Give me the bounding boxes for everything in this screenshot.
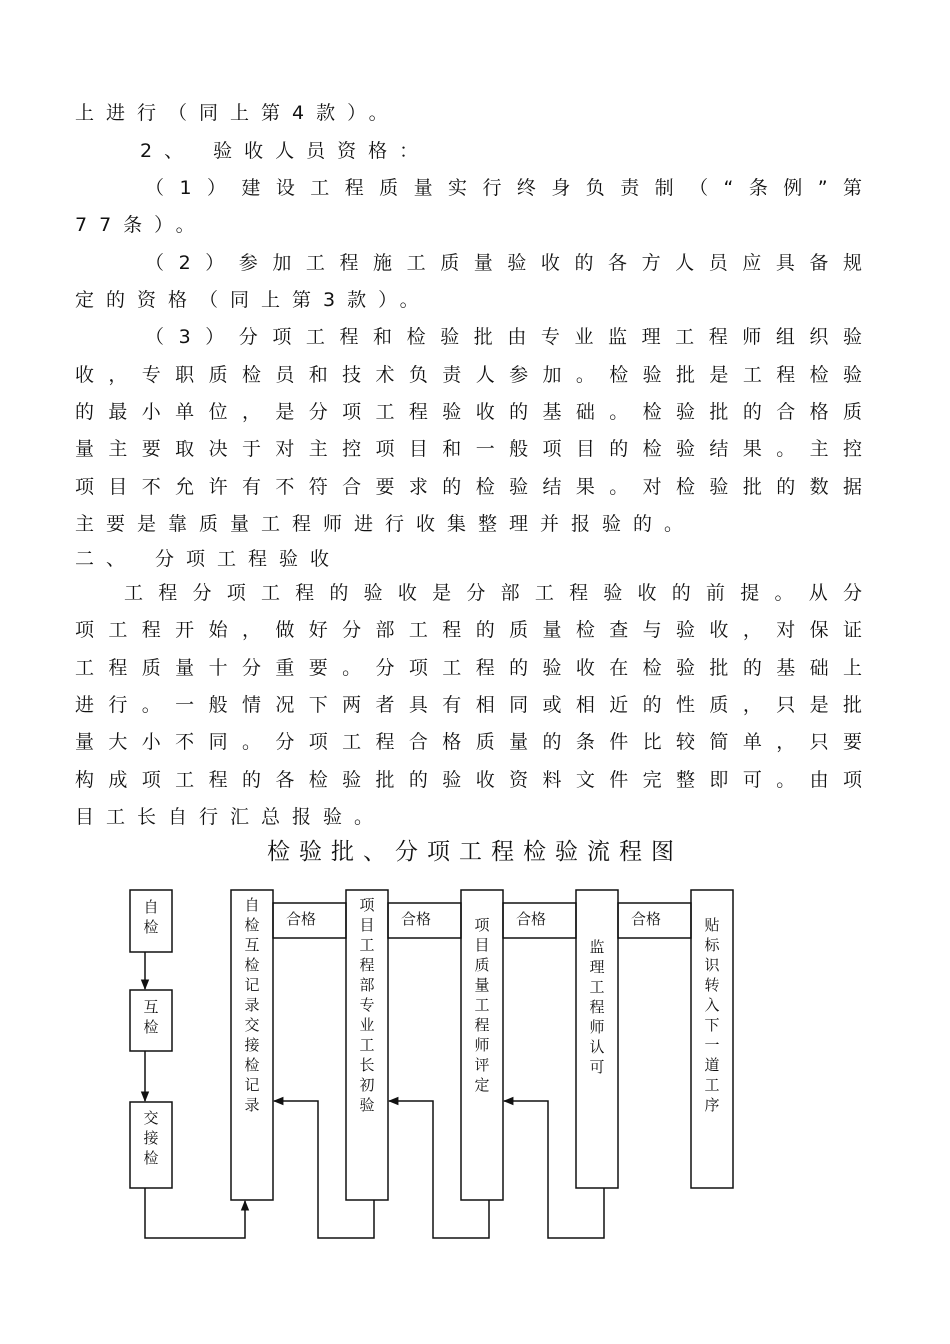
flowchart-char: 程: [589, 998, 605, 1016]
flowchart-char: 标: [704, 936, 720, 954]
flowchart-char: 项: [474, 916, 490, 934]
flowchart-char: 记: [244, 976, 260, 994]
flowchart-char: 交: [143, 1109, 159, 1127]
paragraph-line: （1）建设工程质量实行终身负责制（“条例”第: [145, 177, 862, 199]
supervisor-label: [589, 938, 604, 1076]
pass-label-4: 合格: [631, 910, 662, 928]
flowchart-char: 质: [474, 956, 490, 974]
flowchart-char: 检: [244, 1056, 260, 1074]
flowchart-char: 工: [359, 1036, 375, 1054]
flowchart-char: 贴: [704, 916, 720, 934]
flowchart-char: 检: [143, 1018, 159, 1036]
flowchart-char: 下: [704, 1016, 720, 1034]
flowchart-char: 检: [244, 916, 260, 934]
flowchart-char: 监: [589, 938, 605, 956]
handover-check-label: [143, 1109, 158, 1167]
paragraph-line: 工程分项工程的验收是分部工程验收的前提。从分: [124, 582, 862, 604]
flowchart-char: 识: [704, 956, 720, 974]
flowchart-char: 交: [244, 1016, 260, 1034]
flowchart-char: 检: [244, 956, 260, 974]
flowchart-char: 初: [359, 1076, 375, 1094]
foreman-label: [359, 896, 375, 1114]
flowchart-char: 专: [359, 996, 375, 1014]
section-heading: 2、 验收人员资格：: [140, 140, 431, 162]
paragraph-line: 主要是靠质量工程师进行收集整理并报验的。: [75, 513, 696, 535]
paragraph-line: （2）参加工程施工质量验收的各方人员应具备规: [145, 252, 862, 274]
flowchart-char: 师: [589, 1018, 605, 1036]
flowchart-char: 认: [589, 1038, 605, 1056]
paragraph-line: 的最小单位，是分项工程验收的基础。检验批的合格质: [75, 401, 862, 423]
flowchart-char: 程: [474, 1016, 490, 1034]
paragraph-line: 项目不允许有不符合要求的检验结果。对检验批的数据: [75, 476, 862, 498]
paragraph-line: 工程质量十分重要。分项工程的验收在检验批的基础上: [75, 657, 862, 679]
flowchart-char: 检: [143, 918, 159, 936]
flowchart-char: 部: [359, 976, 375, 994]
flowchart-char: 一: [704, 1036, 720, 1054]
flowchart-char: 师: [474, 1036, 490, 1054]
flowchart-char: 项: [359, 896, 375, 914]
flowchart-char: 序: [704, 1096, 720, 1114]
flowchart-char: 自: [244, 896, 260, 914]
pass-label-3: 合格: [516, 910, 547, 928]
pass-label-1: 合格: [286, 910, 317, 928]
flowchart-char: 目: [359, 916, 375, 934]
flowchart-char: 定: [474, 1076, 490, 1094]
self-check-label: [143, 898, 158, 936]
flowchart-char: 量: [474, 976, 490, 994]
loop-foreman-to-record: [274, 1101, 374, 1238]
quality-engineer-label: [474, 916, 490, 1094]
arrow-handover-to-record: [145, 1188, 245, 1238]
flowchart-char: 记: [244, 1076, 260, 1094]
paragraph-line: 77条）。: [75, 214, 207, 236]
mutual-check-label: [143, 998, 158, 1036]
flowchart-char: 接: [143, 1129, 159, 1147]
paragraph-line: 上进行（同上第4款）。: [75, 102, 400, 124]
paragraph-line: 收，专职质检员和技术负责人参加。检验批是工程检验: [75, 364, 862, 386]
flowchart-char: 可: [589, 1058, 605, 1076]
loop-quality-to-foreman: [389, 1101, 489, 1238]
paragraph-line: 进行。一般情况下两者具有相同或相近的性质，只是批: [75, 694, 862, 716]
flowchart-char: 工: [474, 996, 490, 1014]
flowchart-char: 自: [143, 898, 159, 916]
flowchart-char: 检: [143, 1149, 159, 1167]
paragraph-line: 目工长自行汇总报验。: [75, 806, 386, 828]
paragraph-line: 定的资格（同上第3款）。: [75, 289, 431, 311]
flowchart-title: 检验批、分项工程检验流程图: [267, 839, 683, 865]
paragraph-line: （3）分项工程和检验批由专业监理工程师组织验: [145, 326, 862, 348]
flowchart-char: 业: [359, 1016, 375, 1034]
flowchart-char: 入: [704, 996, 720, 1014]
flowchart-char: 工: [704, 1076, 720, 1094]
paragraph-line: 构成项工程的各检验批的验收资料文件完整即可。由项: [75, 769, 862, 791]
flowchart-char: 目: [474, 936, 490, 954]
pass-label-2: 合格: [401, 910, 432, 928]
flowchart-char: 互: [244, 936, 260, 954]
flowchart-char: 理: [589, 958, 605, 976]
flowchart-char: 工: [589, 978, 605, 996]
record-label: [244, 896, 259, 1114]
flowchart-char: 评: [474, 1056, 490, 1074]
loop-supervisor-to-quality: [504, 1101, 604, 1238]
flowchart-char: 转: [704, 976, 720, 994]
flowchart-char: 道: [704, 1056, 720, 1074]
paragraph-line: 项工程开始，做好分部工程的质量检查与验收，对保证: [75, 619, 862, 641]
flowchart-char: 录: [244, 1096, 260, 1114]
flowchart-char: 互: [143, 998, 159, 1016]
flowchart-char: 程: [359, 956, 375, 974]
flowchart-char: 录: [244, 996, 260, 1014]
paragraph-line: 量大小不同。分项工程合格质量的条件比较简单，只要: [75, 731, 862, 753]
flowchart: [0, 870, 950, 1270]
flowchart-char: 工: [359, 936, 375, 954]
paragraph-line: 量主要取决于对主控项目和一般项目的检验结果。主控: [75, 438, 862, 460]
flowchart-char: 验: [359, 1096, 375, 1114]
flowchart-char: 接: [244, 1036, 260, 1054]
section-heading: 二、 分项工程验收: [75, 548, 342, 570]
next-step-label: [704, 916, 720, 1114]
flowchart-char: 长: [359, 1056, 375, 1074]
